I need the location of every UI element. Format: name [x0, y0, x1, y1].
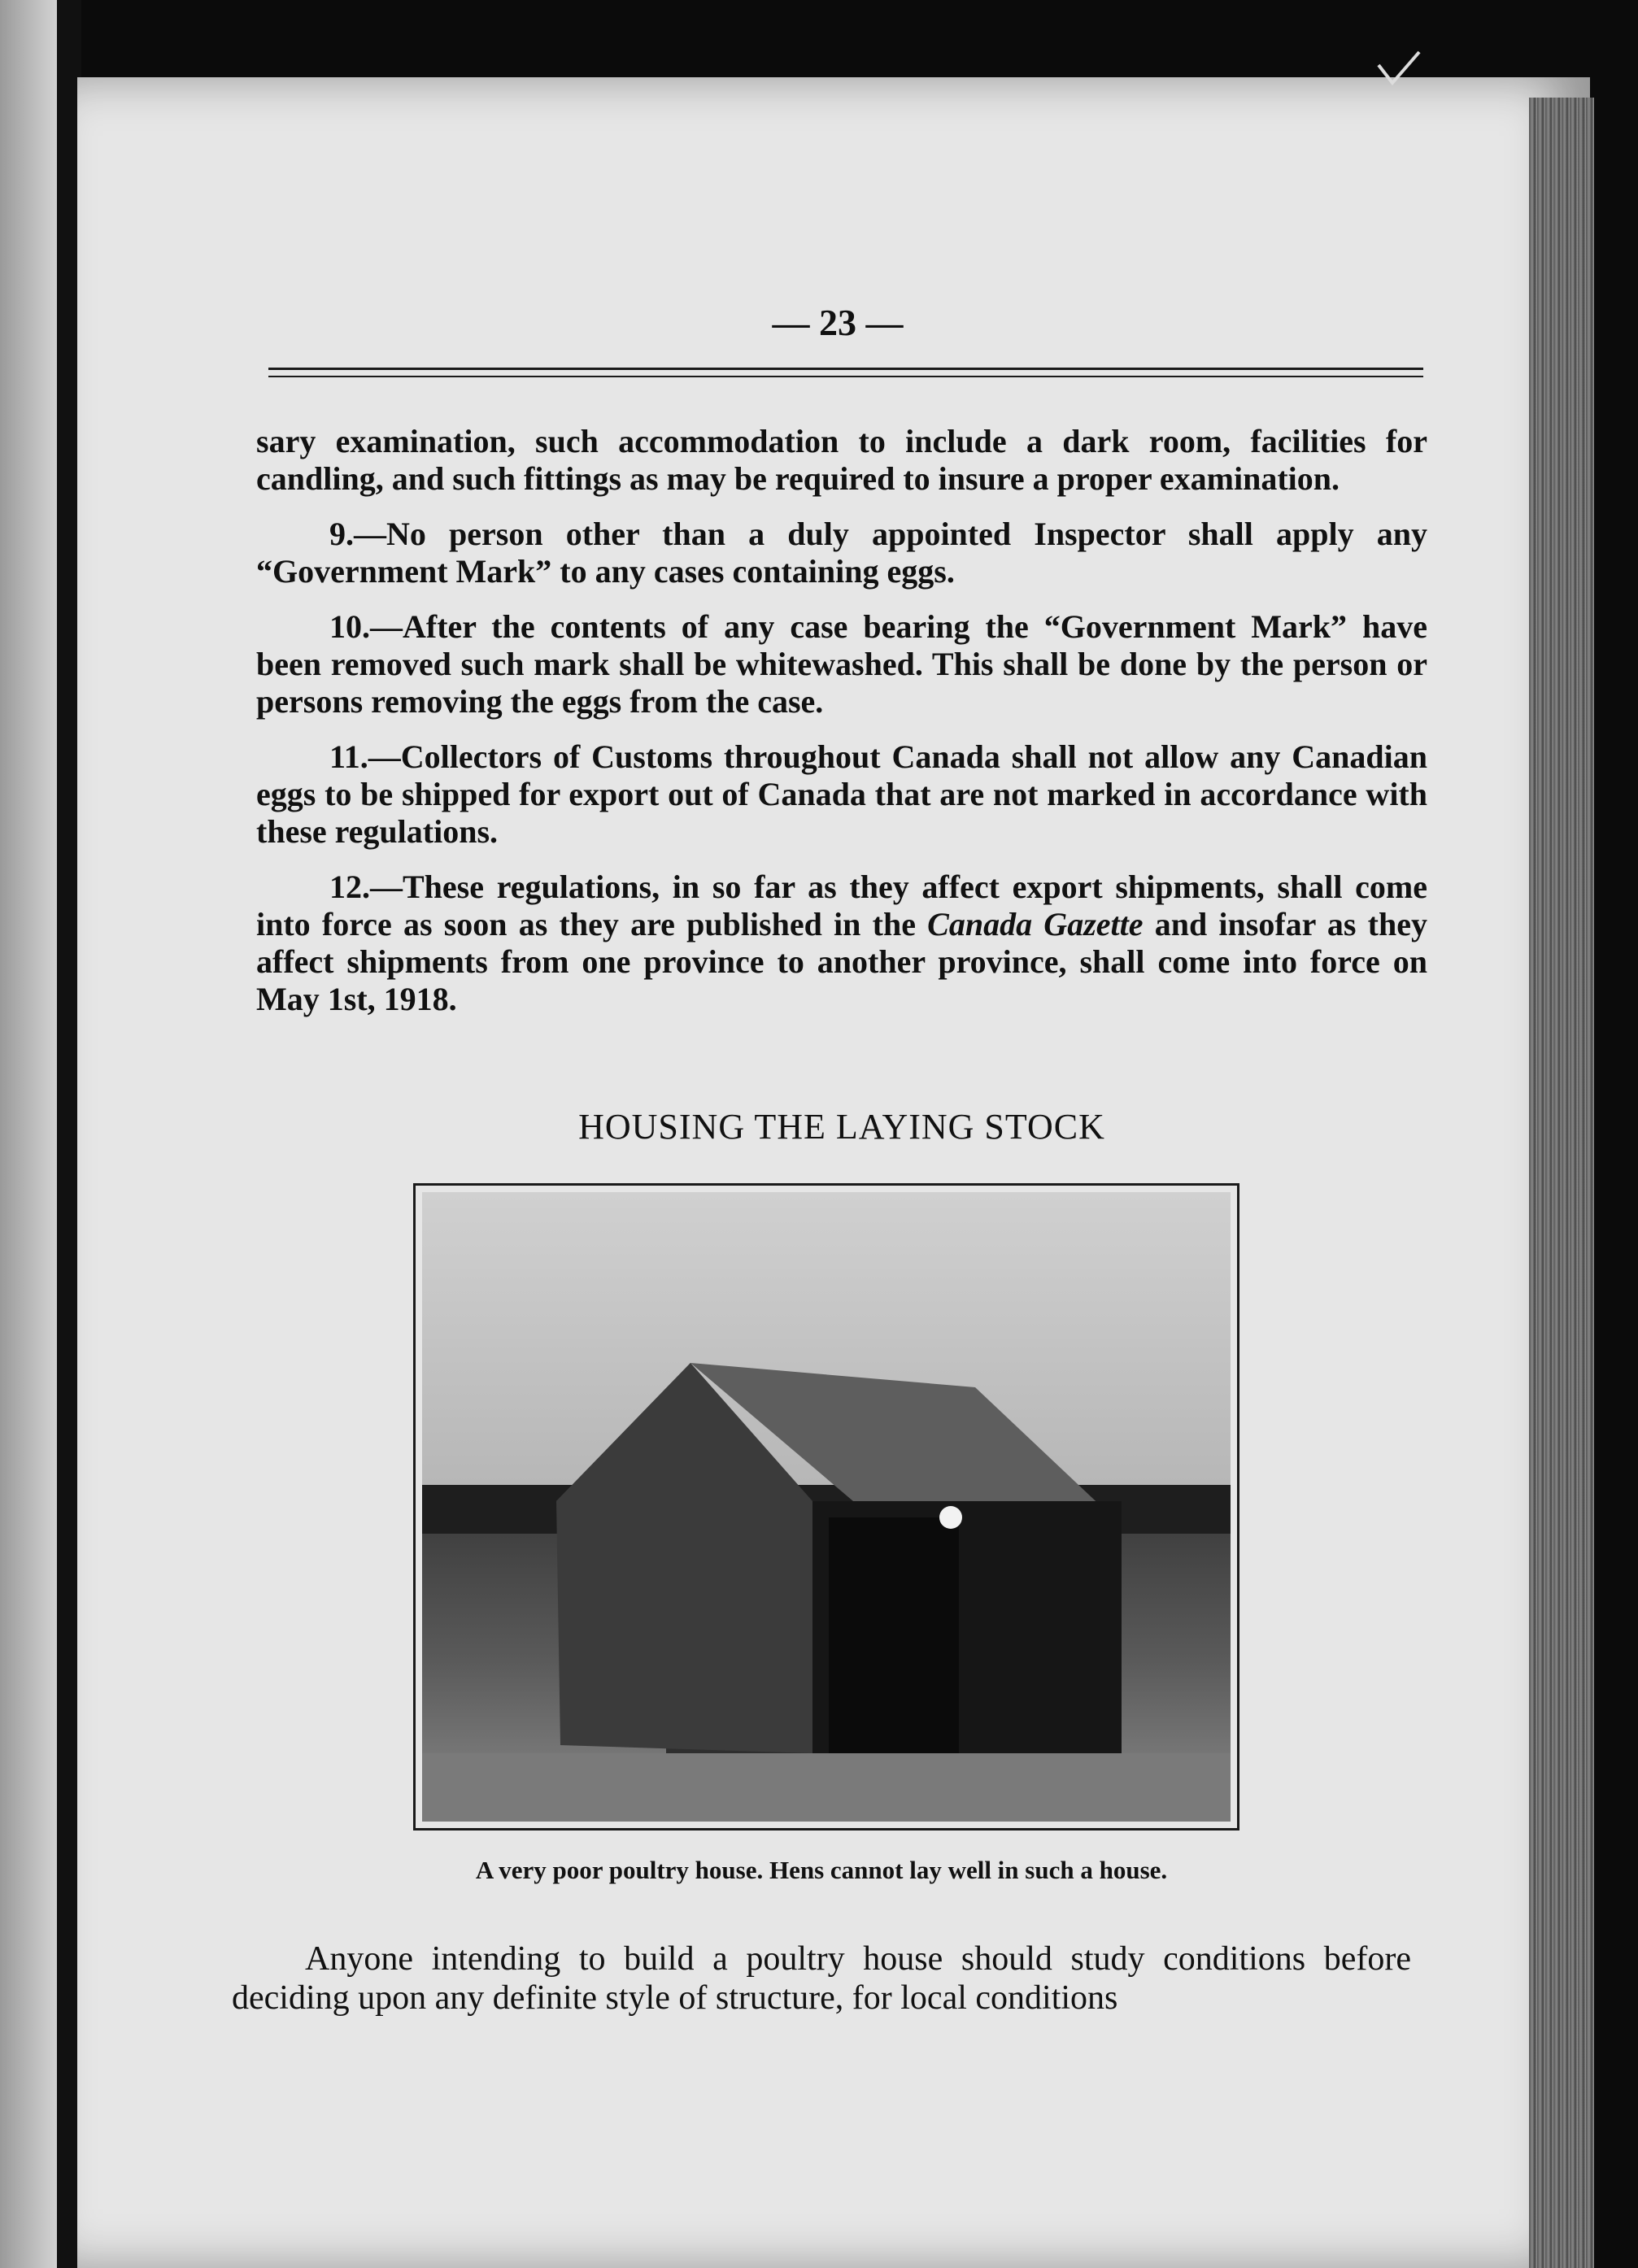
poultry-house-photo [422, 1192, 1231, 1822]
paragraph-continuation: sary examination, such accommodation to include a dark room, facilities for candling, and such fittings as may be required to insure a proper examination. [256, 423, 1427, 497]
page-number: — 23 — [772, 302, 904, 343]
figure-caption: A very poor poultry house. Hens cannot lay well in such a house. [475, 1856, 1168, 1884]
figure-frame [413, 1183, 1239, 1831]
paragraph-12-part-1: 12.—These regulations, in so far as they affect export shipments, shall come into force as soon as they are published in the [256, 868, 1427, 942]
section-heading: HOUSING THE LAYING STOCK [578, 1107, 1105, 1147]
header-rule-secondary [268, 376, 1423, 377]
closing-paragraph [232, 1939, 1411, 2018]
paragraph-12-part-2: and insofar as they affect shipments from one province to another province, shall come into force on May 1st, 1918. [256, 906, 1428, 1017]
header-rule [268, 368, 1423, 370]
canada-gazette-title: Canada Gazette [927, 906, 1144, 942]
closing-paragraph-text: Anyone intending to build a poultry house should study conditions before deciding upon any definite style of structure, for local conditions [232, 1940, 1411, 2017]
regulations-text [256, 423, 1427, 1036]
check-mark-icon [1374, 49, 1423, 89]
paragraph-9: 9.—No person other than a duly appointed Inspector shall apply any “Government Mark” to any cases containing eggs. [256, 516, 1427, 590]
paragraph-10: 10.—After the contents of any case bearing the “Government Mark” have been removed such mark shall be whitewashed. This shall be done by the person or persons removing the eggs from the case. [256, 608, 1427, 720]
paragraph-11: 11.—Collectors of Customs throughout Canada shall not allow any Canadian eggs to be shipped for export out of Canada that are not marked in accordance with these regulations. [256, 738, 1427, 850]
page-edge-stack [1529, 98, 1594, 2268]
paragraph-12 [256, 868, 1427, 1018]
